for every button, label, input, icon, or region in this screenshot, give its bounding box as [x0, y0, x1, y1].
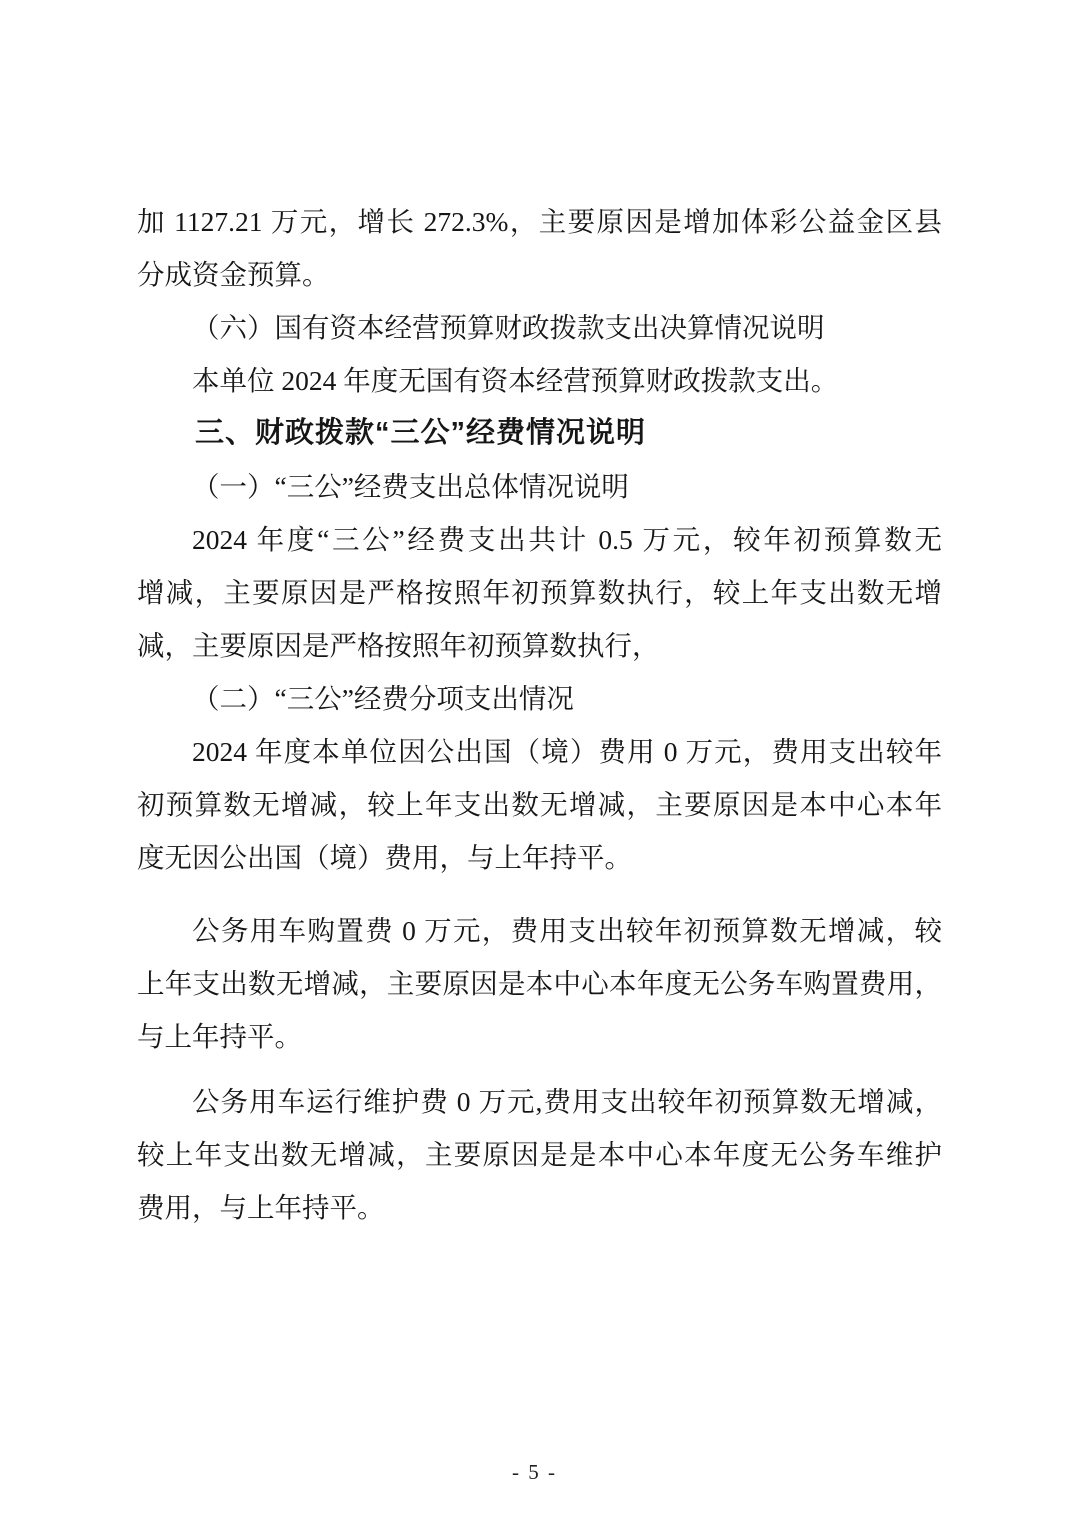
- sub-heading-one: （一）“三公”经费支出总体情况说明: [192, 471, 629, 502]
- body-line: 增减，主要原因是严格按照年初预算数执行，较上年支出数无增: [137, 577, 942, 608]
- body-line: 2024 年度本单位因公出国（境）费用 0 万元，费用支出较年: [192, 736, 942, 767]
- section-heading-three: 三、财政拨款“三公”经费情况说明: [195, 417, 647, 449]
- sub-heading-six: （六）国有资本经营预算财政拨款支出决算情况说明: [192, 312, 825, 343]
- body-line: 与上年持平。: [137, 1021, 302, 1052]
- body-line: 分成资金预算。: [137, 259, 330, 290]
- page-number: - 5 -: [512, 1460, 557, 1484]
- body-line: 初预算数无增减，较上年支出数无增减，主要原因是本中心本年: [137, 789, 942, 820]
- body-line: 公务用车运行维护费 0 万元,费用支出较年初预算数无增减，: [192, 1086, 942, 1117]
- body-line: 本单位 2024 年度无国有资本经营预算财政拨款支出。: [192, 365, 839, 396]
- body-line: 费用，与上年持平。: [137, 1192, 385, 1223]
- body-line: 度无因公出国（境）费用，与上年持平。: [137, 842, 632, 873]
- body-line: 减，主要原因是严格按照年初预算数执行，: [137, 630, 660, 661]
- page-footer: [0, 1460, 1069, 1485]
- body-line: 2024 年度“三公”经费支出共计 0.5 万元，较年初预算数无: [192, 524, 942, 555]
- body-line: 公务用车购置费 0 万元，费用支出较年初预算数无增减，较: [192, 915, 942, 946]
- body-line: 较上年支出数无增减，主要原因是是本中心本年度无公务车维护: [137, 1139, 942, 1170]
- body-line: 加 1127.21 万元，增长 272.3%，主要原因是增加体彩公益金区县: [137, 206, 942, 237]
- body-line: 上年支出数无增减，主要原因是本中心本年度无公务车购置费用，: [137, 968, 942, 999]
- sub-heading-two: （二）“三公”经费分项支出情况: [192, 683, 574, 714]
- document-body: [137, 195, 942, 1234]
